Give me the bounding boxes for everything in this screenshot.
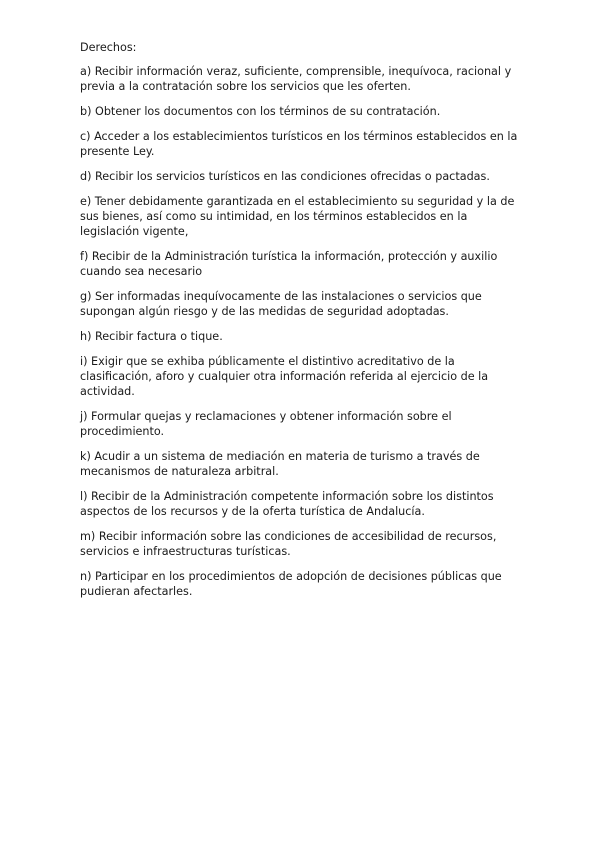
rights-list-item-n: n) Participar en los procedimientos de adopción de decisiones públicas que pudieran afectarles. — [80, 570, 502, 599]
rights-list-item-a: a) Recibir información veraz, suficiente, comprensible, inequívoca, racional y previa a la contratación sobre los servicios que les oferten. — [80, 65, 512, 94]
document-heading: Derechos: — [80, 41, 137, 54]
rights-list-item-k: k) Acudir a un sistema de mediación en materia de turismo a través de mecanismos de naturaleza arbitral. — [80, 450, 480, 479]
rights-list-item-g: g) Ser informadas inequívocamente de las instalaciones o servicios que supongan algún riesgo y de las medidas de seguridad adoptadas. — [80, 290, 482, 319]
rights-list-item-d: d) Recibir los servicios turísticos en las condiciones ofrecidas o pactadas. — [80, 170, 490, 183]
rights-list-item-h: h) Recibir factura o tique. — [80, 330, 223, 343]
rights-list-item-m: m) Recibir información sobre las condiciones de accesibilidad de recursos, servicios e infraestructuras turísticas. — [80, 530, 497, 559]
rights-list-item-c: c) Acceder a los establecimientos turísticos en los términos establecidos en la presente Ley. — [80, 130, 518, 159]
rights-list-item-j: j) Formular quejas y reclamaciones y obtener información sobre el procedimiento. — [80, 410, 452, 439]
rights-list-item-i: i) Exigir que se exhiba públicamente el distintivo acreditativo de la clasificación, aforo y cualquier otra información referida al ejercicio de la actividad. — [80, 354, 489, 399]
rights-list-item-e: e) Tener debidamente garantizada en el establecimiento su seguridad y la de sus bienes, así como su intimidad, en los términos establecidos en la legislación vigente, — [80, 194, 515, 239]
rights-list-item-f: f) Recibir de la Administración turística la información, protección y auxilio cuando sea necesario — [80, 250, 498, 279]
document-page — [80, 40, 520, 609]
rights-list-item-l: l) Recibir de la Administración competente información sobre los distintos aspectos de los recursos y de la oferta turística de Andalucía. — [80, 490, 494, 519]
rights-list-item-b: b) Obtener los documentos con los términos de su contratación. — [80, 105, 441, 119]
